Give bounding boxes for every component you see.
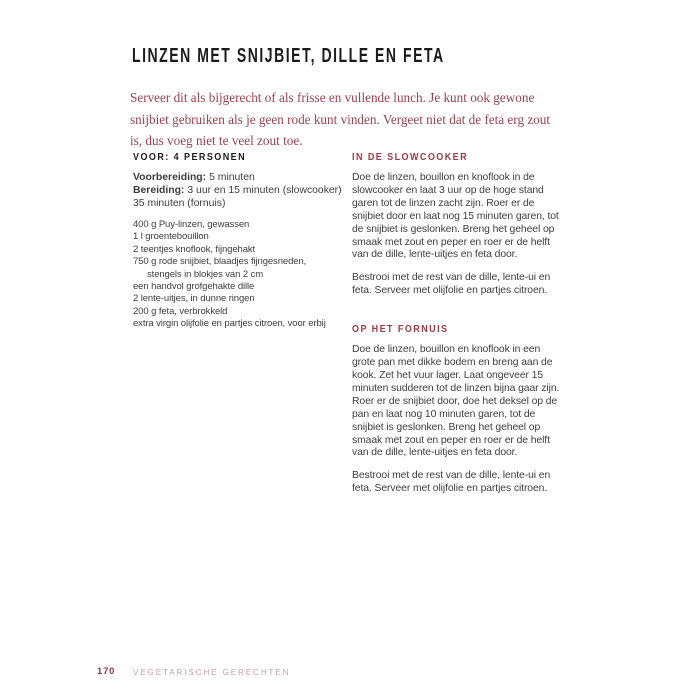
- instructions-column: [352, 152, 566, 522]
- section-fornuis: [352, 324, 566, 496]
- recipe-intro-text: Serveer dit als bijgerecht of als frisse en vullende lunch. Je kunt ook gewone snijbiet gebruiken als je geen rode kunt vinden. Vergeet niet dat de feta erg zout is, dus voeg niet te veel zout toe.: [130, 90, 551, 148]
- ingredient-item-continuation: stengels in blokjes van 2 cm: [147, 268, 264, 280]
- ingredient-item: 750 g rode snijbiet, blaadjes fijngesneden,: [133, 256, 307, 268]
- ingredient-item: 400 g Puy-linzen, gewassen: [133, 219, 250, 230]
- prep-line: [133, 171, 349, 184]
- section-heading: IN DE SLOWCOOKER: [352, 152, 469, 163]
- ingredient-item: extra virgin olijfolie en partjes citroen, voor erbij: [133, 318, 326, 330]
- section-slowcooker: [352, 152, 566, 298]
- prep-value: 5 minuten: [209, 172, 255, 183]
- prep-value: 35 minuten (fornuis): [133, 198, 226, 209]
- ingredients-column: [133, 152, 349, 331]
- section-heading: OP HET FORNUIS: [352, 324, 449, 336]
- footer-chapter-label: VEGETARISCHE GERECHTEN: [133, 667, 291, 677]
- prep-line: [133, 184, 349, 197]
- instruction-paragraph: Bestrooi met de rest van de dille, lente-ui en feta. Serveer met olijfolie en partjes citroen.: [352, 272, 551, 297]
- footer-page-number: 170: [97, 666, 116, 677]
- prep-time-block: [133, 171, 349, 210]
- page-title: LINZEN MET SNIJBIET, DILLE EN FETA: [132, 45, 445, 67]
- ingredient-item: 1 l groentebouillon: [133, 231, 209, 243]
- ingredient-item: een handvol grofgehakte dille: [133, 281, 255, 293]
- ingredient-list: [133, 219, 349, 331]
- ingredient-item: 2 lente-uitjes, in dunne ringen: [133, 293, 255, 305]
- prep-line: [133, 197, 349, 210]
- instruction-paragraph: Doe de linzen, bouillon en knoflook in de slowcooker en laat 3 uur op de hoge stand garen tot de linzen zacht zijn. Roer er de snijbiet door en laat nog 15 minuten garen, tot de snijbiet is geslonken. Breng het geheel op smaak met zout en peper en roer er de helft van de dille, lente-uitjes en feta door.: [352, 172, 559, 261]
- instruction-paragraph: Bestrooi met de rest van de dille, lente-ui en feta. Serveer met olijfolie en partjes citroen.: [352, 470, 551, 495]
- instruction-paragraph: Doe de linzen, bouillon en knoflook in een grote pan met dikke bodem en breng aan de kook. Zet het vuur lager. Laat ongeveer 15 minuten sudderen tot de linzen bijna gaar zijn. Roer er de snijbiet door, doe het deksel op de pan en laat nog 10 minuten garen, tot de snijbiet is geslonken. Breng het geheel op smaak met zout en peper en roer er de helft van de dille, lente-uitjes en feta door.: [352, 344, 560, 459]
- ingredient-item: 2 teentjes knoflook, fijngehakt: [133, 243, 256, 255]
- prep-label: Voorbereiding:: [133, 172, 207, 183]
- prep-value: 3 uur en 15 minuten (slowcooker): [187, 185, 342, 196]
- prep-label: Bereiding:: [133, 185, 185, 196]
- serves-label: VOOR: 4 PERSONEN: [133, 152, 247, 163]
- ingredient-item: 200 g feta, verbrokkeld: [133, 305, 228, 317]
